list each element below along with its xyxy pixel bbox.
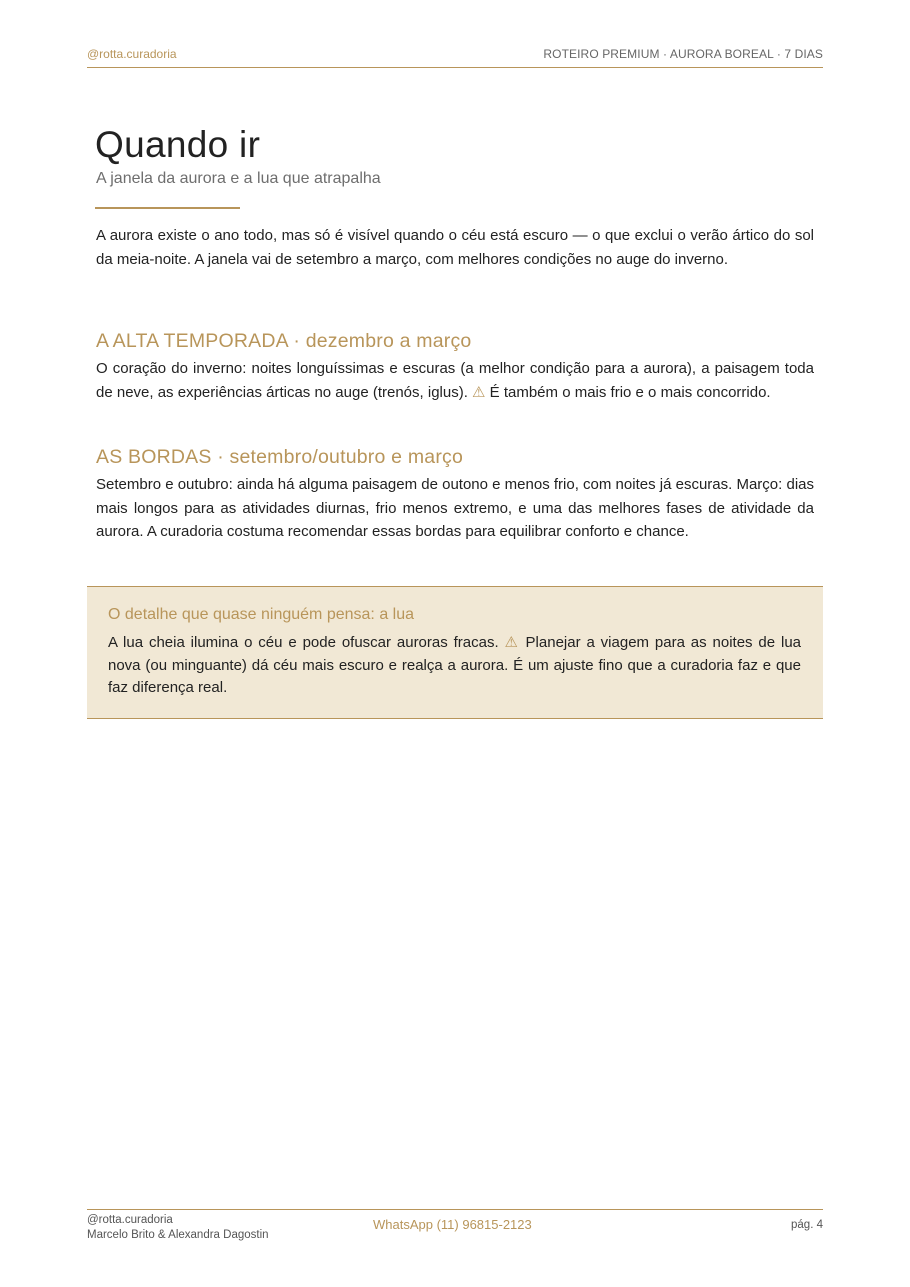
section-title-edges: AS BORDAS · setembro/outubro e março xyxy=(96,446,464,468)
section-title-high-season: A ALTA TEMPORADA · dezembro a março xyxy=(96,330,472,352)
footer-brand: @rotta.curadoria xyxy=(87,1214,173,1226)
footer-credits xyxy=(87,1213,269,1243)
section-text-high-season xyxy=(96,357,814,404)
moon-callout-box xyxy=(87,586,823,719)
page-title: Quando ir xyxy=(95,124,261,165)
section-text-part: É também o mais frio e o mais concorrido. xyxy=(485,383,771,401)
footer-whatsapp: WhatsApp (11) 96815-2123 xyxy=(373,1217,532,1232)
intro-paragraph: A aurora existe o ano todo, mas só é visível quando o céu está escuro — o que exclui o verão ártico do sol da meia-noite. A janela vai de setembro a março, com melhores condições no auge do inverno. xyxy=(96,227,814,268)
callout-text-part: A lua cheia ilumina o céu e pode ofuscar auroras fracas. xyxy=(108,634,505,651)
title-divider xyxy=(95,207,240,209)
header-brand: @rotta.curadoria xyxy=(87,47,177,61)
warning-icon: ⚠ xyxy=(504,634,520,651)
callout-text xyxy=(108,632,801,700)
footer-authors: Marcelo Brito & Alexandra Dagostin xyxy=(87,1229,269,1241)
page-subtitle: A janela da aurora e a lua que atrapalha xyxy=(96,170,381,187)
section-text-edges: Setembro e outubro: ainda há alguma paisagem de outono e menos frio, com noites já escuras. Março: dias mais longos para as atividades diurnas, frio menos extremo, e uma das melhores fases de atividade da aurora. A curadoria costuma recomendar essas bordas para equilibrar conforto e chance. xyxy=(96,476,814,540)
section-text-part: O coração do inverno: noites longuíssimas e escuras (a melhor condição para a aurora), a paisagem toda de neve, as experiências árticas no auge (trenós, iglus). xyxy=(96,360,814,401)
header-doc-title: ROTEIRO PREMIUM · AURORA BOREAL · 7 DIAS xyxy=(543,47,823,61)
callout-text-part: Planejar a viagem para as noites de lua nova (ou minguante) dá céu mais escuro e realça a aurora. É um ajuste fino que a curadoria faz e que faz diferença real. xyxy=(108,634,801,696)
page-header xyxy=(87,46,823,68)
warning-icon: ⚠ xyxy=(472,383,486,401)
footer-page-number: pág. 4 xyxy=(791,1219,823,1231)
callout-title: O detalhe que quase ninguém pensa: a lua xyxy=(108,606,415,623)
page-footer xyxy=(87,1209,823,1250)
